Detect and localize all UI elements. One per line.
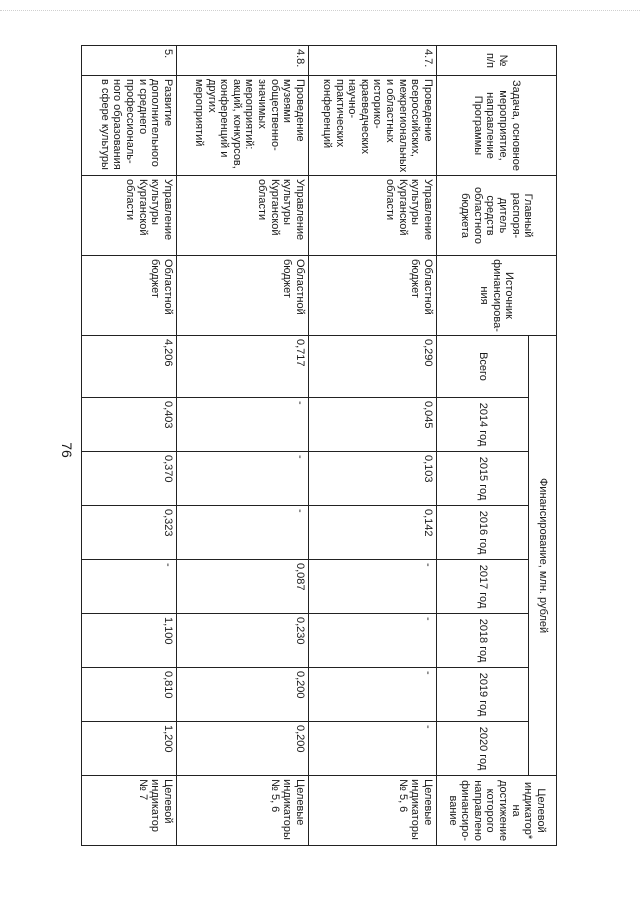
- header-year-2014: 2014 год: [437, 398, 529, 452]
- table-row: [82, 46, 177, 846]
- header-manager: Главный распоря-дитель средств областного бюджета: [437, 176, 557, 256]
- row-manager: Управление культуры Курганской области: [177, 176, 309, 256]
- row-value-2015: 0,370: [82, 452, 177, 506]
- header-year-2016: 2016 год: [437, 506, 529, 560]
- header-year-2018: 2018 год: [437, 614, 529, 668]
- row-num: 4.8.: [177, 46, 309, 76]
- row-task: Проведение музеями общественно-значимых мероприятий: акций, конкурсов, конференций и других мероприятий: [177, 76, 309, 176]
- row-value-2018: -: [309, 614, 437, 668]
- row-value-2014: -: [177, 398, 309, 452]
- row-total: 0,717: [177, 336, 309, 398]
- row-value-2019: 0,810: [82, 668, 177, 722]
- financing-table-rotated: [82, 45, 557, 845]
- row-task: Проведение всероссийских, межрегиональных и областных историко-краеведческих научно-практических конференций: [309, 76, 437, 176]
- row-num: 5.: [82, 46, 177, 76]
- row-value-2016: 0,142: [309, 506, 437, 560]
- row-value-2015: 0,103: [309, 452, 437, 506]
- row-num: 4.7.: [309, 46, 437, 76]
- scan-artifact-line: [0, 0, 640, 11]
- row-source: Областной бюджет: [309, 256, 437, 336]
- header-task: Задача, основное мероприятие, направление Программы: [437, 76, 557, 176]
- row-value-2016: 0,323: [82, 506, 177, 560]
- row-value-2017: -: [82, 560, 177, 614]
- header-year-2017: 2017 год: [437, 560, 529, 614]
- row-indicator: Целевой индикатор № 7: [82, 776, 177, 846]
- header-year-2019: 2019 год: [437, 668, 529, 722]
- page-number: 76: [59, 442, 75, 458]
- row-value-2014: 0,045: [309, 398, 437, 452]
- financing-table: [81, 45, 557, 846]
- row-indicator: Целевые индикаторы № 5, 6: [177, 776, 309, 846]
- header-year-2015: 2015 год: [437, 452, 529, 506]
- row-value-2016: -: [177, 506, 309, 560]
- row-total: 0,290: [309, 336, 437, 398]
- row-source: Областной бюджет: [177, 256, 309, 336]
- row-value-2019: -: [309, 668, 437, 722]
- row-value-2020: 0,200: [177, 722, 309, 776]
- row-value-2020: -: [309, 722, 437, 776]
- row-value-2020: 1,200: [82, 722, 177, 776]
- row-value-2014: 0,403: [82, 398, 177, 452]
- row-source: Областной бюджет: [82, 256, 177, 336]
- header-indicator: Целевой индикатор* на достижение которого направлено финансиро-вание: [437, 776, 557, 846]
- row-manager: Управление культуры Курганской области: [309, 176, 437, 256]
- row-indicator: Целевые индикаторы № 5, 6: [309, 776, 437, 846]
- table-row: [309, 46, 437, 846]
- row-manager: Управление культуры Курганской области: [82, 176, 177, 256]
- row-value-2017: 0,087: [177, 560, 309, 614]
- header-num: № п/п: [437, 46, 557, 76]
- row-value-2018: 0,230: [177, 614, 309, 668]
- row-value-2017: -: [309, 560, 437, 614]
- header-source: Источник финансирова-ния: [437, 256, 557, 336]
- row-total: 4,206: [82, 336, 177, 398]
- row-task: Развитие дополнительного и среднего профессиональ-ного образования в сфере культуры: [82, 76, 177, 176]
- table-row: [177, 46, 309, 846]
- row-value-2018: 1,100: [82, 614, 177, 668]
- header-total: Всего: [437, 336, 529, 398]
- header-year-2020: 2020 год: [437, 722, 529, 776]
- row-value-2019: 0,200: [177, 668, 309, 722]
- row-value-2015: -: [177, 452, 309, 506]
- header-financing: Финансирование, млн. рублей: [529, 336, 557, 776]
